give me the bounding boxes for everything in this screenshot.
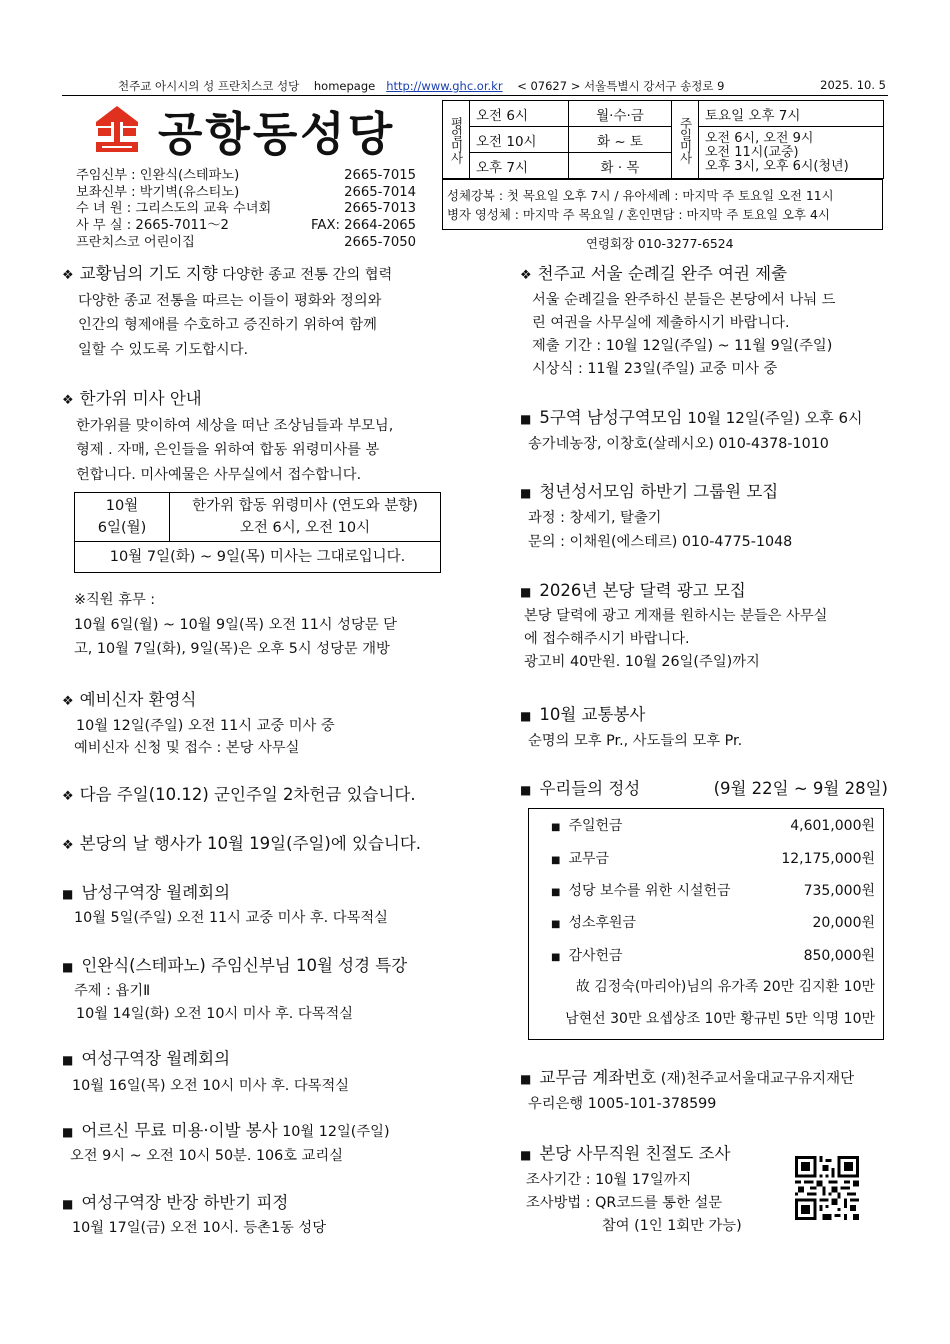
square-bullet-icon: ■ [62,1197,74,1211]
women-leaders-meeting: ■ 여성구역장 월례회의 10월 16일(목) 오전 10시 미사 후. 다목적실 [62,1049,350,1094]
saturday-mass: 토요일 오후 7시 [699,101,884,127]
header-line [118,78,725,94]
list-item: ■ 교무금 12,175,000원 [551,850,875,867]
church-name: 공항동성당 [158,107,396,161]
account-info: ■ 교무금 계좌번호 (재)천주교서울대교구유지재단 우리은행 1005-101-378599 [520,1068,855,1112]
square-bullet-icon: ■ [551,854,561,866]
staff-row: 수 녀 원 : 그리스도의 교육 수녀회 2665-7013 [76,201,416,217]
staff-row: 주임신부 : 인완식(스테파노) 2665-7015 [76,168,416,183]
offering-period: (9월 22일 ~ 9월 28일) [713,779,888,798]
list-item: ■ 감사헌금 850,000원 [551,947,875,964]
staff-survey: ■ 본당 사무직원 친절도 조사 조사기간 : 10월 17일까지 조사방법 : QR코드를 통한 설문 참여 (1인 1회만 가능) [520,1144,742,1234]
next-sunday-notice: ❖ 다음 주일(10.12) 군인주일 2차헌금 있습니다. [62,785,416,804]
sunday-mass-times: 오전 6시, 오전 9시 오전 11시(교중) 오후 3시, 오후 6시(청년) [699,127,884,179]
square-bullet-icon: ■ [62,960,74,974]
staff-list [76,168,416,252]
diamond-bullet-icon: ❖ [62,838,74,853]
zone5-meeting: ■ 5구역 남성구역모임 10월 12일(주일) 오후 6시 송가네농장, 이창호(살레시오) 010-4378-1010 [520,408,863,452]
diamond-bullet-icon: ❖ [520,268,532,283]
square-bullet-icon: ■ [520,709,532,723]
offering-header: ■ 우리들의 정성 (9월 22일 ~ 9월 28일) [520,777,888,803]
square-bullet-icon: ■ [551,951,561,963]
diamond-bullet-icon: ❖ [62,694,74,709]
youth-bible-group: ■ 청년성서모임 하반기 그룹원 모집 과정 : 창세기, 탈출기 문의 : 이채원(에스테르) 010-4775-1048 [520,482,793,550]
address: < 07627 > 서울특별시 강서구 송정로 9 [517,79,725,93]
square-bullet-icon: ■ [62,1125,74,1139]
sunday-mass-label: 주일미사 [672,101,699,179]
retreat: ■ 여성구역장 반장 하반기 피정 10월 17일(금) 오전 10시. 등촌1동 성당 [62,1193,327,1236]
men-leaders-meeting: ■ 남성구역장 월례회의 10월 5일(주일) 오전 11시 교중 미사 후. 다목적실 [62,883,388,926]
square-bullet-icon: ■ [520,412,532,426]
square-bullet-icon: ■ [62,1053,74,1067]
list-item: ■ 성소후원금 20,000원 [551,915,875,932]
homepage-link[interactable]: http://www.ghc.or.kr [386,79,503,93]
list-item: ■ 주일헌금 4,601,000원 [551,818,875,835]
square-bullet-icon: ■ [551,919,561,931]
pope-intention: ❖ 교황님의 기도 지향 다양한 종교 전통 간의 협력 다양한 종교 전통을 따르는 이들이 평화와 정의와 인간의 형제애를 수호하고 증진하기 위하여 함께 일할 수 있도록 기도합시다. [62,264,393,358]
staff-row: 사 무 실 : 2665-7011～2 FAX: 2664-2065 [76,218,416,234]
parish-day-notice: ❖ 본당의 날 행사가 10월 19일(주일)에 있습니다. [62,834,422,853]
square-bullet-icon: ■ [62,887,74,901]
offering-note: 남현선 30만 요셉상조 10만 황규빈 5만 익명 10만 [565,1010,875,1027]
list-item: ■ 성당 보수를 위한 시설헌금 735,000원 [551,882,875,899]
square-bullet-icon: ■ [520,486,532,500]
church-logo-icon [94,104,140,154]
pilgrim-passport: ❖ 천주교 서울 순례길 완주 여권 제출 서울 순례길을 완주하신 분들은 본당에서 나눠 드 린 여권을 사무실에 제출하시기 바랍니다. 제출 기간 : 10월 12일(주일) ~ 11월 9일(주일) 시상식 : 11월 23일(주일) 교중 미사 중 [520,264,836,377]
traffic-service: ■ 10월 교통봉사 순명의 모후 Pr., 사도들의 모후 Pr. [520,705,743,749]
mass-schedule-table: 평일미사 오전 6시 월·수·금 주일미사 토요일 오후 7시 오전 10시 화 ~ 토 오전 6시, 오전 9시 오전 11시(교중) 오후 3시, 오후 6시(청년) 오후 7시 화 · 목 [442,100,884,179]
bible-lecture: ■ 인완식(스테파노) 주임신부님 10월 성경 특강 주제 : 욥기Ⅱ 10월 14일(화) 오전 10시 미사 후. 다목적실 [62,956,408,1022]
offering-box [528,808,884,1040]
chuseok-mass: ❖ 한가위 미사 안내 한가위를 맞이하여 세상을 떠난 조상님들과 부모님, 형제 . 자매, 은인들을 위하여 합동 위령미사를 봉 헌합니다. 미사예물은 사무실에서 접수합니다. [62,389,394,483]
bulletin-date: 2025. 10. 5 [820,78,886,92]
staff-row: 보좌신부 : 박기벽(유스티노) 2665-7014 [76,184,416,200]
staff-row: 프란치스코 어린이집 2665-7050 [76,234,416,250]
association-contact: 연령회장 010-3277-6524 [586,236,734,251]
sacrament-box: 성체강복 : 첫 목요일 오후 7시 / 유아세례 : 마지막 주 토요일 오전 11시 병자 영성체 : 마지막 주 목요일 / 혼인면담 : 마지막 주 토요일 오후 4시 [442,179,883,230]
square-bullet-icon: ■ [520,1072,532,1086]
offering-note: 故 김정숙(마리아)님의 유가족 20만 김지환 10만 [575,978,875,995]
parish-line: 천주교 아시시의 성 프란치스코 성당 [118,79,300,93]
catechumen-welcome: ❖ 예비신자 환영식 10월 12일(주일) 오전 11시 교중 미사 중 예비신자 신청 및 접수 : 본당 사무실 [62,690,335,756]
qr-code-icon[interactable] [795,1156,859,1220]
diamond-bullet-icon: ❖ [62,268,74,283]
square-bullet-icon: ■ [520,585,532,599]
weekday-mass-label: 평일미사 [443,101,470,179]
square-bullet-icon: ■ [551,886,561,898]
diamond-bullet-icon: ❖ [62,789,74,804]
square-bullet-icon: ■ [520,783,532,797]
square-bullet-icon: ■ [520,1148,532,1162]
haircut-service: ■ 어르신 무료 미용·이발 봉사 10월 12일(주일) 오전 9시 ~ 오전 10시 50분. 106호 교리실 [62,1121,390,1164]
square-bullet-icon: ■ [551,822,561,834]
diamond-bullet-icon: ❖ [62,393,74,408]
staff-holiday: ※직원 휴무 : 10월 6일(월) ~ 10월 9일(목) 오전 11시 성당문 닫 고, 10월 7일(화), 9일(목)은 오후 5시 성당문 개방 [74,592,397,657]
header-rule [62,95,888,96]
homepage-label: homepage [313,79,376,93]
calendar-ads: ■ 2026년 본당 달력 광고 모집 본당 달력에 광고 게재를 원하시는 분들은 사무실 에 접수해주시기 바랍니다. 광고비 40만원. 10월 26일(주일)까지 [520,581,828,670]
chuseok-table: 10월 6일(월) 한가위 합동 위령미사 (연도와 분향) 오전 6시, 오전 10시 10월 7일(화) ~ 9일(목) 미사는 그대로입니다. [74,492,441,573]
